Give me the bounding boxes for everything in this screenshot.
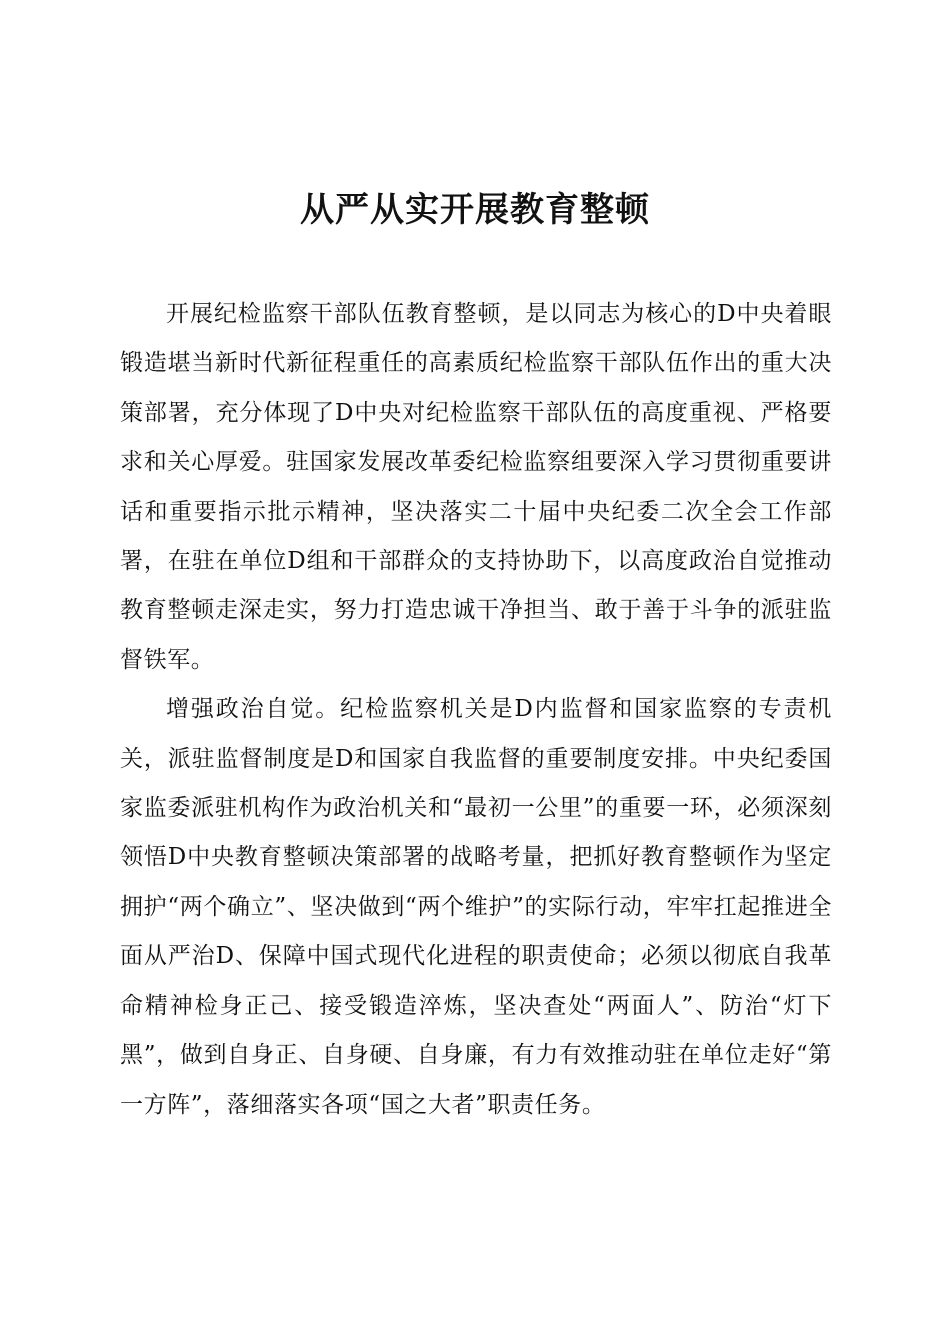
document-title: 从严从实开展教育整顿 [300,190,650,230]
paragraph-political-awareness: 增强政治自觉。纪检监察机关是D内监督和国家监察的专责机关，派驻监督制度是D和国家自我监督的重要制度安排。中央纪委国家监委派驻机构作为政治机关和“最初一公里”的重要一环，必须深刻领悟D中央教育整顿决策部署的战略考量，把抓好教育整顿作为坚定拥护“两个确立”、坚决做到“两个维护”的实际行动，牢牢扛起推进全面从严治D、保障中国式现代化进程的职责使命；必须以彻底自我革命精神检身正己、接受锻造淬炼，坚决查处“两面人”、防治“灯下黑”，做到自身正、自身硬、自身廉，有力有效推动驻在单位走好“第一方阵”，落细落实各项“国之大者”职责任务。 [120,696,832,1118]
paragraph-intro: 开展纪检监察干部队伍教育整顿，是以同志为核心的D中央着眼锻造堪当新时代新征程重任的高素质纪检监察干部队伍作出的重大决策部署，充分体现了D中央对纪检监察干部队伍的高度重视、严格要求和关心厚爱。驻国家发展改革委纪检监察组要深入学习贯彻重要讲话和重要指示批示精神，坚决落实二十届中央纪委二次全会工作部署，在驻在单位D组和干部群众的支持协助下，以高度政治自觉推动教育整顿走深走实，努力打造忠诚干净担当、敢于善于斗争的派驻监督铁军。 [120,301,832,673]
document-body [120,290,832,1130]
